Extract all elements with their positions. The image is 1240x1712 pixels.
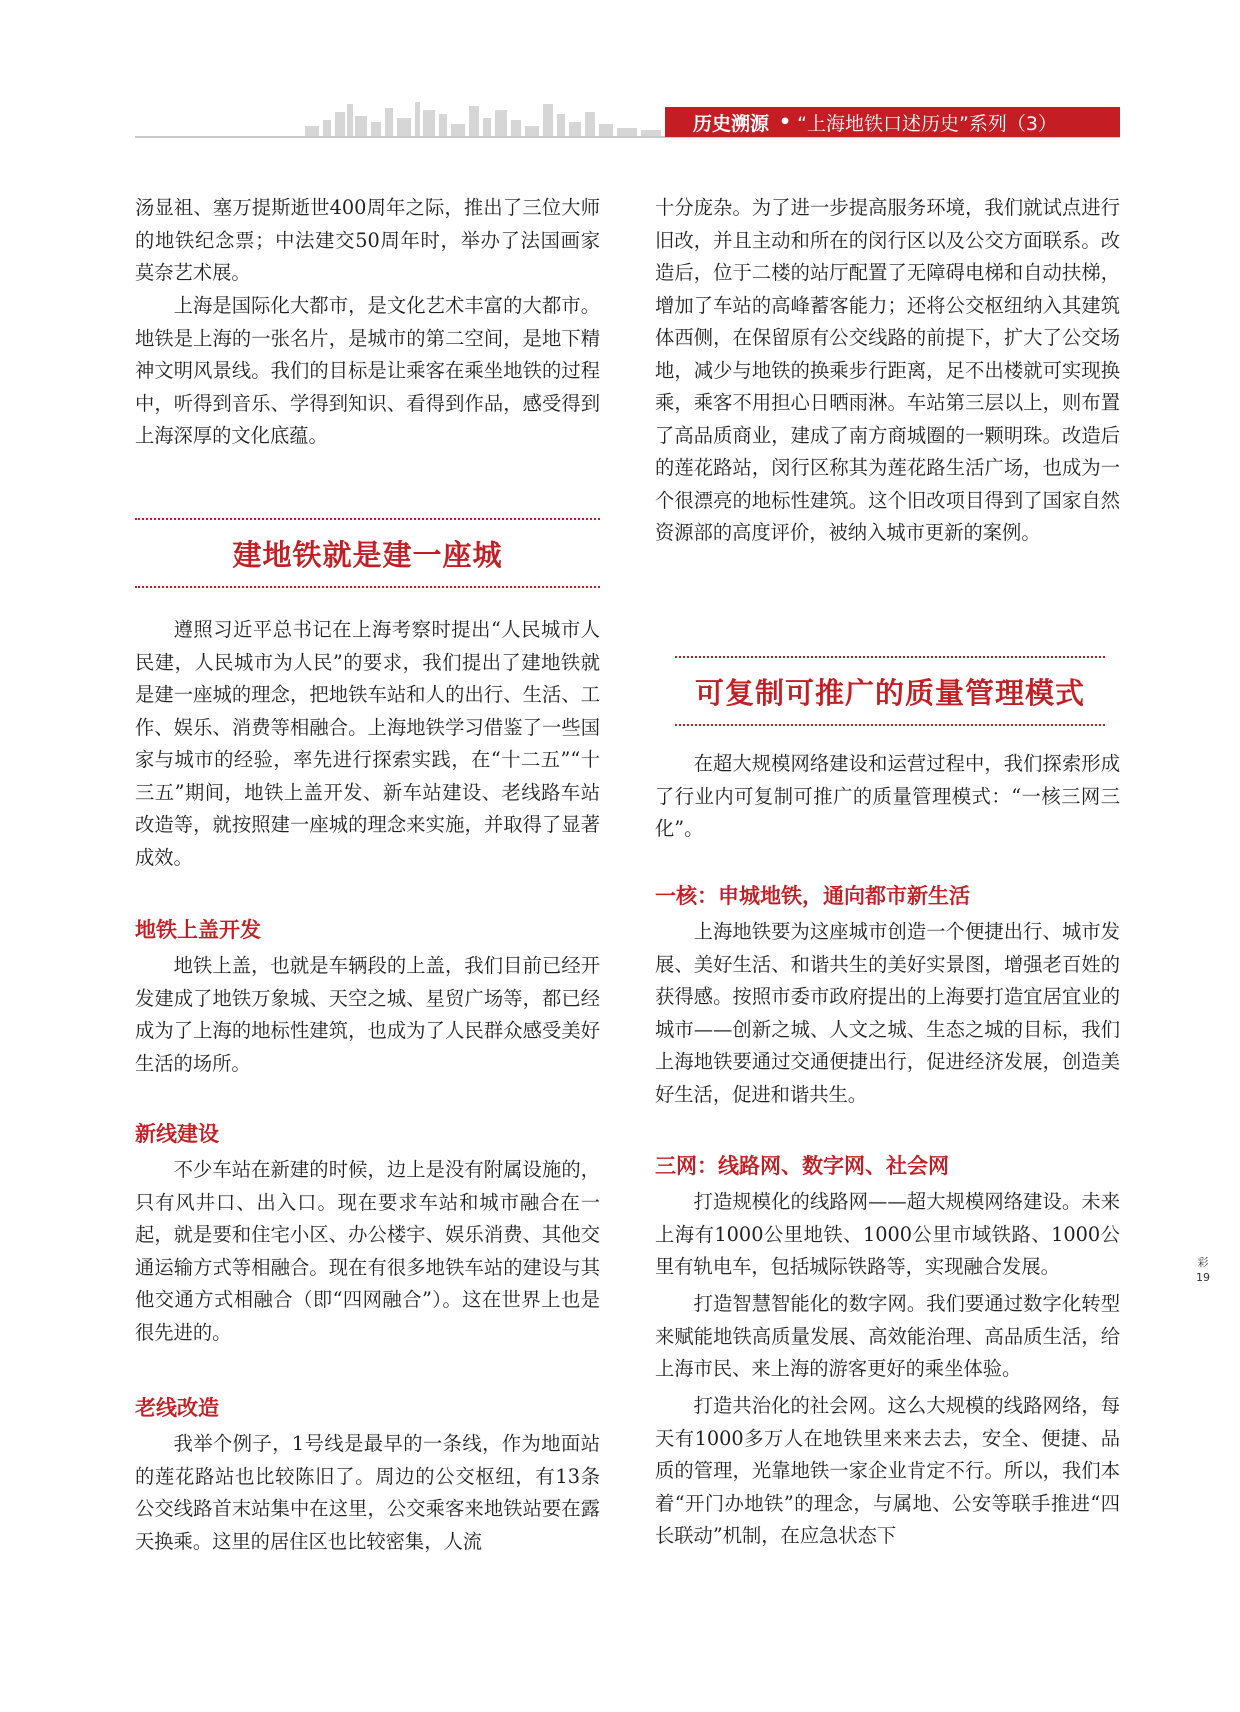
- paragraph: 打造共治化的社会网。这么大规模的线路网络，每天有1000多万人在地铁里来来去去，安全、便捷、品质的管理，光靠地铁一家企业肯定不行。所以，我们本着“开门办地铁”的理念，与属地、公安等联手推进“四长联动”机制，在应急状态下: [655, 1394, 1120, 1547]
- paragraph: 地铁上盖，也就是车辆段的上盖，我们目前已经开发建成了地铁万象城、天空之城、星贸广场等，都已经成为了上海的地标性建筑，也成为了人民群众感受美好生活的场所。: [135, 954, 600, 1075]
- subsection-title: 地铁上盖开发: [135, 918, 261, 942]
- paragraph: 我举个例子，1号线是最早的一条线，作为地面站的莲花路站也比较陈旧了。周边的公交枢纽，有13条公交线路首末站集中在这里，公交乘客来地铁站要在露天换乘。这里的居住区也比较密集，人流: [135, 1432, 600, 1553]
- section-title: 可复制可推广的质量管理模式: [675, 656, 1105, 726]
- section-title: 建地铁就是建一座城: [135, 518, 600, 588]
- paragraph: 遵照习近平总书记在上海考察时提出“人民城市人民建，人民城市为人民”的要求，我们提出了建地铁就是建一座城的理念，把地铁车站和人的出行、生活、工作、娱乐、消费等相融合。上海地铁学习借鉴了一些国家与城市的经验，率先进行探索实践，在“十二五”“十三五”期间，地铁上盖开发、新车站建设、老线路车站改造等，就按照建一座城的理念来实施，并取得了显著成效。: [135, 618, 600, 869]
- paragraph: 十分庞杂。为了进一步提高服务环境，我们就试点进行旧改，并且主动和所在的闵行区以及公交方面联系。改造后，位于二楼的站厅配置了无障碍电梯和自动扶梯，增加了车站的高峰蓄客能力；还将公交枢纽纳入其建筑体西侧，在保留原有公交线路的前提下，扩大了公交场地，减少与地铁的换乘步行距离，足不出楼就可实现换乘，乘客不用担心日晒雨淋。车站第三层以上，则布置了高品质商业，建成了南方商城圈的一颗明珠。改造后的莲花路站，闵行区称其为莲花路生活广场，也成为一个很漂亮的地标性建筑。这个旧改项目得到了国家自然资源部的高度评价，被纳入城市更新的案例。: [655, 196, 1120, 544]
- page-number: [1188, 1255, 1218, 1285]
- paragraph: 上海是国际化大都市，是文化艺术丰富的大都市。地铁是上海的一张名片，是城市的第二空间，是地下精神文明风景线。我们的目标是让乘客在乘坐地铁的过程中，听得到音乐、学得到知识、看得到作品，感受得到上海深厚的文化底蕴。: [135, 294, 600, 447]
- subsection-title: 三网：线路网、数字网、社会网: [655, 1154, 949, 1178]
- header-banner: [665, 107, 1120, 137]
- header-series-title: “上海地铁口述历史”系列（3）: [797, 112, 1057, 135]
- page-number-label: 彩: [1197, 1256, 1209, 1269]
- page-header: [135, 100, 1120, 140]
- page-number-value: 19: [1196, 1271, 1210, 1284]
- paragraph: 在超大规模网络建设和运营过程中，我们探索形成了行业内可复制可推广的质量管理模式：“一核三网三化”。: [655, 752, 1120, 840]
- subsection-title: 老线改造: [135, 1396, 219, 1420]
- subsection-title: 一核：申城地铁，通向都市新生活: [655, 884, 970, 908]
- subsection-title: 新线建设: [135, 1122, 219, 1146]
- city-skyline-graphic: [135, 100, 665, 138]
- paragraph: 不少车站在新建的时候，边上是没有附属设施的，只有风井口、出入口。现在要求车站和城市融合在一起，就是要和住宅小区、办公楼宇、娱乐消费、其他交通运输方式等相融合。现在有很多地铁车站的建设与其他交通方式相融合（即“四网融合”）。这在世界上也是很先进的。: [135, 1158, 600, 1344]
- header-section-label: 历史溯源: [693, 112, 770, 135]
- paragraph: 打造智慧智能化的数字网。我们要通过数字化转型来赋能地铁高质量发展、高效能治理、高品质生活，给上海市民、来上海的游客更好的乘坐体验。: [655, 1292, 1120, 1380]
- paragraph: 汤显祖、塞万提斯逝世400周年之际，推出了三位大师的地铁纪念票；中法建交50周年时，举办了法国画家莫奈艺术展。: [135, 196, 600, 284]
- paragraph: 打造规模化的线路网——超大规模网络建设。未来上海有1000公里地铁、1000公里市域铁路、1000公里有轨电车，包括城际铁路等，实现融合发展。: [655, 1190, 1120, 1278]
- header-separator: •: [779, 111, 792, 133]
- paragraph: 上海地铁要为这座城市创造一个便捷出行、城市发展、美好生活、和谐共生的美好实景图，增强老百姓的获得感。按照市委市政府提出的上海要打造宜居宜业的城市——创新之城、人文之城、生态之城的目标，我们上海地铁要通过交通便捷出行，促进经济发展，创造美好生活，促进和谐共生。: [655, 920, 1120, 1106]
